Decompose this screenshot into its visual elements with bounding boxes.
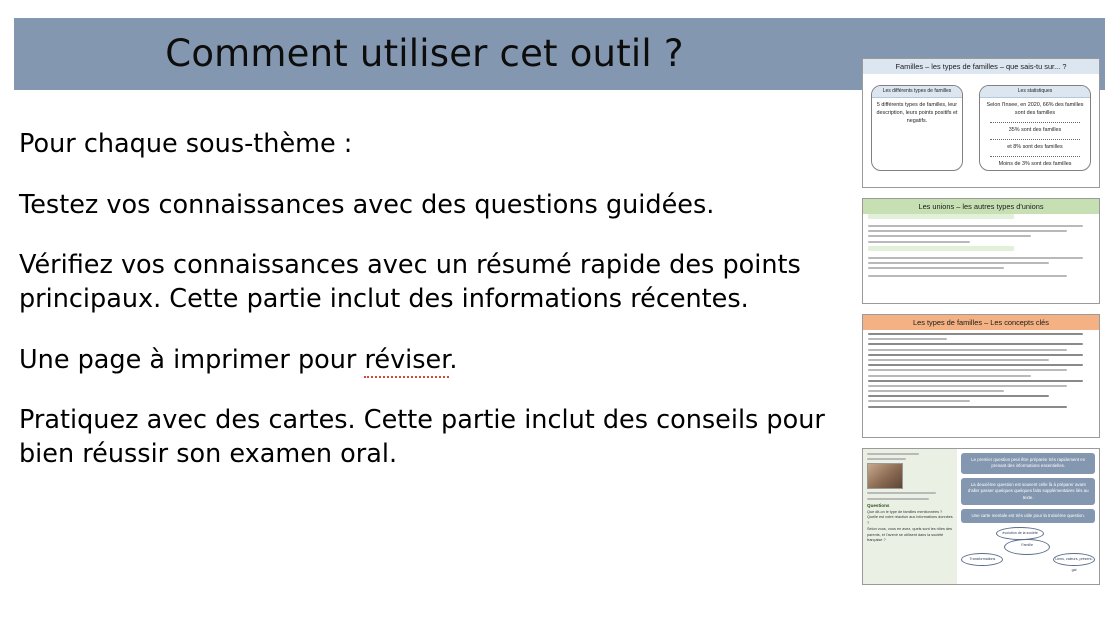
bubble-left-caption: Les différents types de familles xyxy=(872,86,962,98)
thumbnail-unions-text-3 xyxy=(863,272,1099,277)
question-3: Selon vous, vous en avez, quels sont les rôles des parents, et l'avenir se utilisent dans la société française ? xyxy=(867,526,953,543)
bubble-right-caption: Les statistiques xyxy=(980,86,1090,98)
advice-card-3: Une carte mentale est très utile pour la troisième question. xyxy=(961,509,1095,523)
divider xyxy=(990,138,1080,140)
thumbnail-quiz[interactable] xyxy=(862,58,1100,188)
thumbnail-column xyxy=(862,58,1102,595)
advice-card-1: Le premier question peut être préparée très rapidement en prenant des informations essentielles. xyxy=(961,453,1095,474)
thumbnail-quiz-bubble-left xyxy=(871,85,963,171)
bubble-right-line-2: 35% sont des familles xyxy=(1008,126,1062,133)
mindmap-node-right: Liens, valeurs, présent-gai xyxy=(1053,553,1095,566)
bubble-right-line-4: Moins de 3% sont des familles xyxy=(998,160,1072,167)
thumbnail-unions-subband-1 xyxy=(868,214,1014,219)
bubble-left-text: 5 différents types de familles, leur description, leurs points positifs et negatifs. xyxy=(876,101,958,124)
divider xyxy=(990,121,1080,123)
thumbnail-concepts[interactable] xyxy=(862,314,1100,438)
thumbnail-cards-right xyxy=(957,449,1099,584)
mindmap-diagram xyxy=(961,527,1095,573)
paragraph-test: Testez vos connaissances avec des questions guidées. xyxy=(19,189,715,220)
thumbnail-unions-header: Les unions – les autres types d'unions xyxy=(863,199,1099,214)
mindmap-node-center: Famille xyxy=(1004,539,1050,555)
questions-header: Questions xyxy=(867,502,890,508)
thumbnail-unions[interactable] xyxy=(862,198,1100,304)
page-title: Comment utiliser cet outil ? xyxy=(165,32,684,75)
thumbnail-concepts-entries xyxy=(863,330,1099,408)
thumbnail-cards[interactable] xyxy=(862,448,1100,585)
thumbnail-unions-text-1 xyxy=(863,222,1099,243)
paragraph-intro: Pour chaque sous-thème : xyxy=(19,129,353,159)
thumbnail-quiz-header: Familles – les types de familles – que sais-tu sur... ? xyxy=(863,59,1099,74)
mindmap-node-left: Transformations xyxy=(961,553,1003,566)
thumbnail-unions-text-2 xyxy=(863,254,1099,269)
body-text-block xyxy=(19,128,829,472)
thumbnail-quiz-bubble-right xyxy=(979,85,1091,171)
divider xyxy=(990,155,1080,157)
question-1: Que dit-on le type de familles mentionnées ? xyxy=(867,509,943,514)
paragraph-verify: Vérifiez vos connaissances avec un résumé rapide des points principaux. Cette partie inclut des informations récentes. xyxy=(19,250,801,314)
question-2: Quelle est votre réaction aux informations données ? xyxy=(867,515,953,526)
thumbnail-concepts-header: Les types de familles – Les concepts clés xyxy=(863,315,1099,330)
paragraph-practice: Pratiquez avec des cartes. Cette partie inclut des conseils pour bien réussir son examen oral. xyxy=(19,405,825,469)
advice-card-2: La deuxième question est souvent celle là à préparer avant d'aller passer quelques quelques faits supplémentaires liés au texte. xyxy=(961,478,1095,505)
bubble-right-line-3: et 8% sont des familles xyxy=(1007,143,1063,150)
thumbnail-cards-left xyxy=(863,449,957,584)
photo-thumbnail xyxy=(867,463,903,489)
paragraph-print: Une page à imprimer pour réviser. xyxy=(19,344,829,378)
mindmap-node-top: évolution de la société xyxy=(996,527,1044,540)
bubble-right-line-1: Selon l'Insee, en 2020, 66% des familles sont des familles xyxy=(986,101,1084,116)
thumbnail-unions-subband-2 xyxy=(868,246,1014,251)
